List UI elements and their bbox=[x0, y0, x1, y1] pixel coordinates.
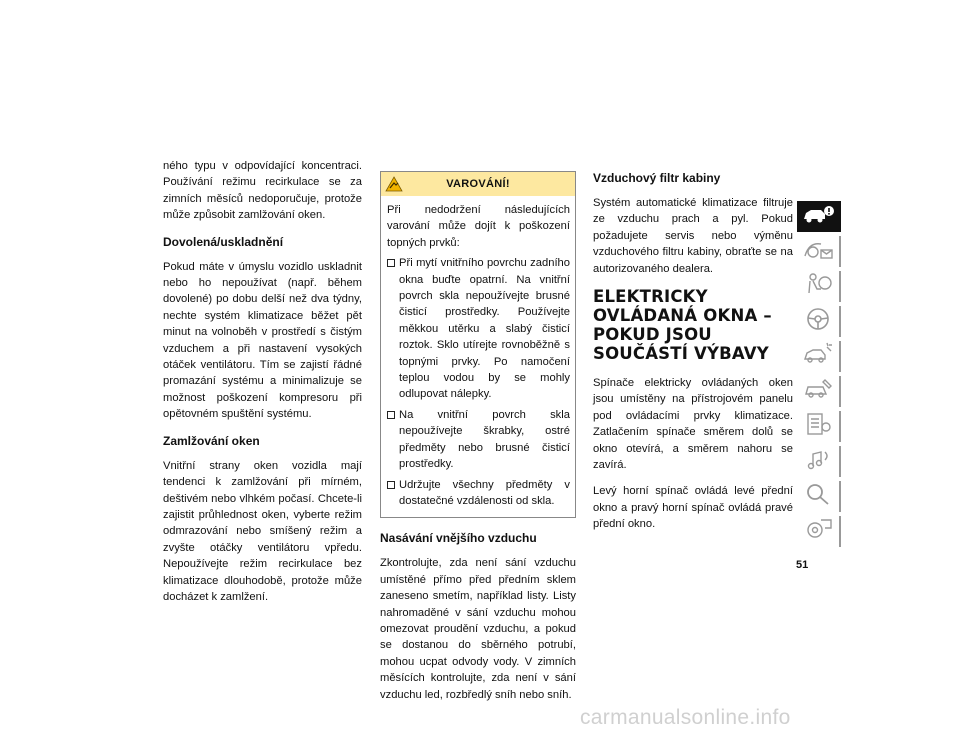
tab-languages[interactable] bbox=[797, 516, 841, 547]
paragraph-windows-2: Levý horní spínač ovládá levé přední okno a pravý horní spínač ovládá pravé přední okno. bbox=[593, 485, 793, 531]
paragraph-filter: Systém automatické klimatizace filtruje ze vzduchu prach a pyl. Pokud požadujete servis nebo výměnu vzduchového filtru kabiny, obraťte se na autorizovaného dealera. bbox=[593, 197, 793, 275]
car-crash-icon bbox=[801, 341, 835, 372]
language-gear-icon bbox=[801, 516, 835, 547]
heading-power-windows: ELEKTRICKY OVLÁDANÁ OKNA – POKUD JSOU SOUČÁSTÍ VÝBAVY bbox=[593, 287, 772, 364]
car-info-icon bbox=[801, 202, 835, 231]
paragraph-intro: ného typu v odpovídající koncentraci. Používání režimu recirkulace se za zimních měsíců nedoporučuje, protože může způsobit zamlžování oken. bbox=[163, 160, 362, 222]
chapter-tabs bbox=[797, 201, 841, 551]
tab-dashboard[interactable] bbox=[797, 236, 841, 267]
warning-header bbox=[381, 172, 575, 196]
warning-item: Na vnitřní povrch skla nepoužívejte škrabky, ostré předměty nebo brusné čisticí prostředky. bbox=[387, 407, 570, 473]
page-number: 51 bbox=[796, 559, 809, 571]
tab-multimedia[interactable] bbox=[797, 446, 841, 477]
tab-car-info[interactable] bbox=[797, 201, 841, 232]
paragraph-intake: Zkontrolujte, zda není sání vzduchu umístěné přímo před předním sklem zaneseno smetím, například listy. Listy nahromaděné v sání vzduchu mohou omezovat proudění vzduchu, a pokud se dostanou do sběrného potrubí, mohou ucpat odvody vody. V zimních měsících kontrolujte, zda není v sání vzduchu led, rozbředlý sníh nebo sníh. bbox=[380, 557, 576, 701]
warning-triangle-icon bbox=[385, 176, 403, 197]
dashboard-icon bbox=[801, 236, 835, 267]
paragraph-vacation: Pokud máte v úmyslu vozidlo uskladnit nebo ho nepoužívat (např. během dovolené) po dobu delší než dva týdny, nechte systém klimatizace běžet pět minut na volnoběh v prostředí s čistým vzduchem a při nastavení vysokých otáček ventilátoru. Tím se zajistí řádné promazání systému a minimalizuje se možnost poškození kompresoru při opětovném spuštění systému. bbox=[163, 260, 362, 421]
paragraph-windows-1: Spínače elektricky ovládaných oken jsou umístěny na přístrojovém panelu pod ovládacími prvky klimatizace. Zatlačením spínače směrem dolů se okno otevírá, a směrem nahoru se zavírá. bbox=[593, 377, 793, 472]
warning-body bbox=[381, 196, 575, 517]
watermark: carmanualsonline.info bbox=[580, 706, 791, 729]
paragraph-fog: Vnitřní strany oken vozidla mají tendenci k zamlžování při mírném, deštivém nebo vlhkém počasí. Chcete-li zajistit průhlednost oken, vyberte režim odmrazování nebo smíšený režim a zvyšte otáčky ventilátoru vpředu. Nepoužívejte režim recirkulace bez klimatizace dlouhodobě, protože může docházet k zamlžení. bbox=[163, 459, 362, 603]
tab-safety[interactable] bbox=[797, 271, 841, 302]
heading-vacation: Dovolená/uskladnění bbox=[163, 234, 284, 249]
steering-wheel-icon bbox=[801, 306, 835, 337]
warning-list bbox=[387, 255, 570, 509]
column-middle bbox=[380, 171, 576, 713]
heading-fog: Zamlžování oken bbox=[163, 433, 260, 448]
warning-title: VAROVÁNÍ! bbox=[446, 177, 510, 190]
column-right bbox=[593, 170, 793, 543]
heading-intake: Nasávání vnějšího vzduchu bbox=[380, 531, 537, 546]
magnifier-icon bbox=[801, 481, 835, 512]
heading-filter: Vzduchový filtr kabiny bbox=[593, 171, 721, 185]
warning-intro: Při nedodržení následujících varování může dojít k poškození topných prvků: bbox=[387, 204, 570, 249]
tab-service[interactable] bbox=[797, 376, 841, 407]
airbag-icon bbox=[801, 271, 835, 302]
tab-index[interactable] bbox=[797, 481, 841, 512]
multimedia-icon bbox=[801, 446, 835, 477]
warning-item: Při mytí vnitřního povrchu zadního okna buďte opatrní. Na vnitřní povrch skla nepoužívejte brusné čisticí prostředky. Používejte měkkou utěrku a slabý čisticí roztok. Sklo utírejte rovnoběžně s topnými prvky. Po namočení teplou vodou by se mohly odlupovat nálepky. bbox=[387, 255, 570, 403]
warning-item: Udržujte všechny předměty v dostatečné vzdálenosti od skla. bbox=[387, 477, 570, 510]
tab-driving[interactable] bbox=[797, 306, 841, 337]
tab-emergency[interactable] bbox=[797, 341, 841, 372]
tab-specs[interactable] bbox=[797, 411, 841, 442]
car-service-icon bbox=[801, 376, 835, 407]
warning-box bbox=[380, 171, 576, 518]
column-left bbox=[163, 158, 362, 615]
checklist-icon bbox=[801, 411, 835, 442]
